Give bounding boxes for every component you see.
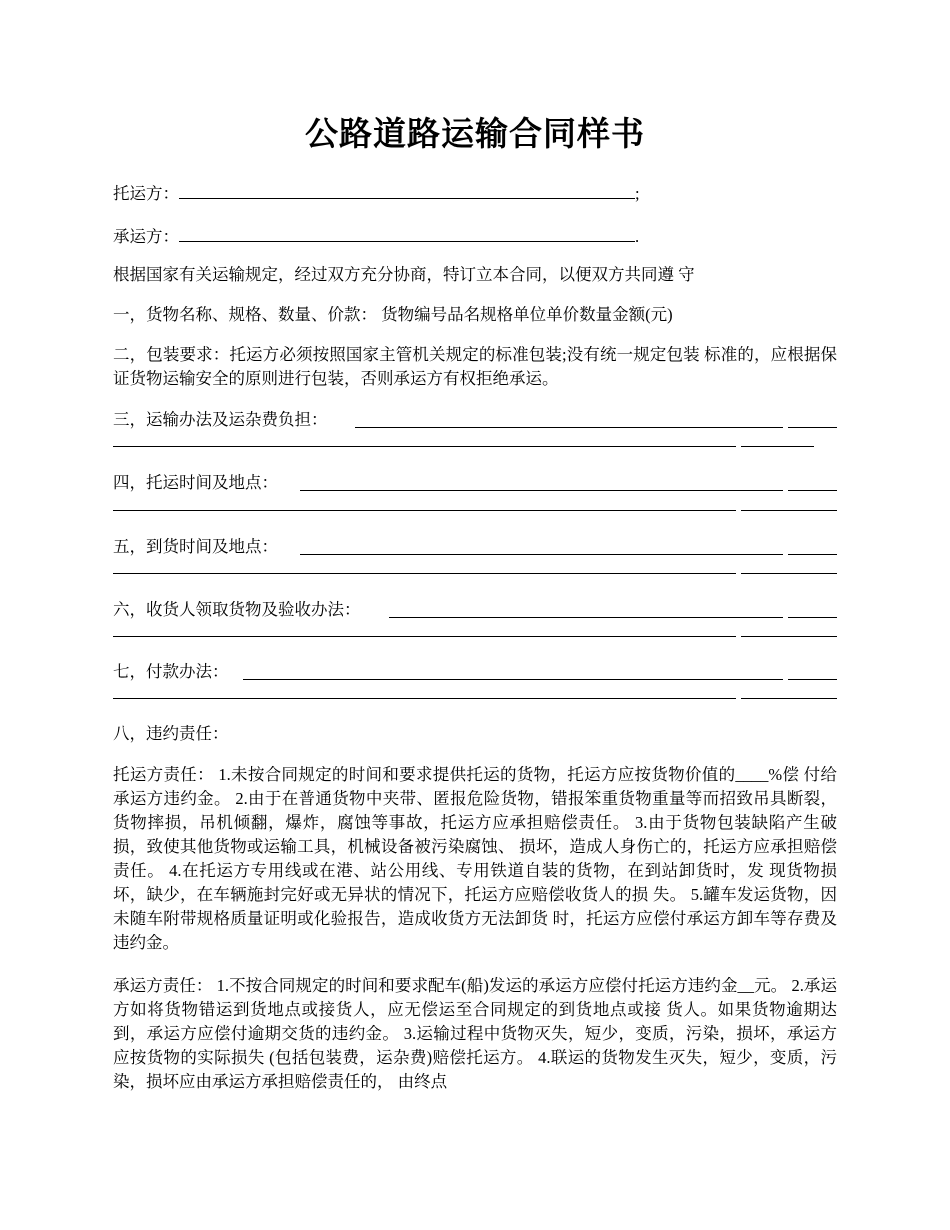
section-5-line [113, 535, 278, 559]
section-5-blank-3[interactable] [741, 573, 837, 574]
section-7-line [113, 660, 229, 684]
section-3-blank[interactable] [355, 427, 783, 428]
section-5-label: 五，到货时间及地点： [113, 537, 278, 556]
shipper-end: ; [635, 184, 640, 203]
carrier-duty-paragraph: 承运方责任： 1.不按合同规定的时间和要求配车(船)发运的承运方应偿付托运方违约金__元。 2.承运方如将货物错运到货地点或接货人，应无偿运至合同规定的到货地点或接 货人。如果货物逾期达到，承运方应偿付逾期交货的违约金。 3.运输过程中货物灭失，短少，变质，污染，损坏，承运方应按货物的实际损失 (包括包装费，运杂费)赔偿托运方。 4.联运的货物发生灭失，短少，变质，污染，损坏应由承运方承担赔偿责任的， 由终点 [113, 976, 837, 1091]
section-5-blank[interactable] [300, 554, 783, 555]
shipper-blank[interactable] [179, 181, 635, 199]
section-7-blank-2[interactable] [113, 698, 736, 699]
section-3-blank-2[interactable] [113, 446, 736, 447]
section-1-goods: 一，货物名称、规格、数量、价款： 货物编号品名规格单位单价数量金额(元) [113, 305, 673, 324]
carrier-line [113, 224, 639, 249]
section-4-blank-2[interactable] [113, 510, 736, 511]
section-4-blank-b[interactable] [788, 490, 837, 491]
section-6-label: 六，收货人领取货物及验收办法： [113, 600, 361, 619]
section-4-label: 四，托运时间及地点： [113, 473, 278, 492]
carrier-label: 承运方： [113, 227, 179, 246]
section-6-blank[interactable] [389, 617, 783, 618]
section-2-packaging: 二，包装要求：托运方必须按照国家主管机关规定的标准包装;没有统一规定包装 标准的，应根据保证货物运输安全的原则进行包装，否则承运方有权拒绝承运。 [113, 345, 837, 388]
carrier-blank[interactable] [179, 224, 635, 242]
section-4-line [113, 471, 278, 495]
section-5-blank-b[interactable] [788, 554, 837, 555]
section-7-blank[interactable] [243, 679, 783, 680]
intro-text: 根据国家有关运输规定，经过双方充分协商，特订立本合同，以便双方共同遵 守 [113, 265, 695, 284]
section-7-blank-b[interactable] [788, 679, 837, 680]
section-3-blank-b[interactable] [788, 427, 837, 428]
section-7-blank-3[interactable] [741, 698, 837, 699]
document-title: 公路道路运输合同样书 [305, 117, 645, 153]
section-6-blank-3[interactable] [741, 636, 837, 637]
section-6-blank-2[interactable] [113, 636, 736, 637]
section-6-line [113, 598, 361, 622]
section-3-line [113, 408, 328, 432]
shipper-duty-paragraph: 托运方责任： 1.未按合同规定的时间和要求提供托运的货物，托运方应按货物价值的____%偿 付给承运方违约金。 2.由于在普通货物中夹带、匿报危险货物，错报笨重货物重量等而招致吊具断裂， 货物摔损，吊机倾翻，爆炸，腐蚀等事故，托运方应承担赔偿责任。 3.由于货物包装缺陷产生破损，致使其他货物或运输工具，机械设备被污染腐蚀、 损坏，造成人身伤亡的，托运方应承担赔偿责任。 4.在托运方专用线或在港、站公用线、专用铁道自装的货物，在到站卸货时，发 现货物损坏，缺少，在车辆施封完好或无异状的情况下，托运方应赔偿收货人的损 失。 5.罐车发运货物，因未随车附带规格质量证明或化验报告，造成收货方无法卸货 时，托运方应偿付承运方卸车等存费及违约金。 [113, 765, 837, 952]
section-5-blank-2[interactable] [113, 573, 736, 574]
shipper-label: 托运方： [113, 184, 179, 203]
section-8-label: 八，违约责任： [113, 724, 229, 743]
section-6-blank-b[interactable] [788, 617, 837, 618]
section-4-blank-3[interactable] [741, 510, 837, 511]
section-3-blank-3[interactable] [741, 446, 814, 447]
section-3-label: 三，运输办法及运杂费负担： [113, 410, 328, 429]
section-7-label: 七，付款办法： [113, 662, 229, 681]
section-4-blank[interactable] [300, 490, 783, 491]
carrier-end: . [635, 227, 640, 246]
shipper-line [113, 181, 640, 206]
